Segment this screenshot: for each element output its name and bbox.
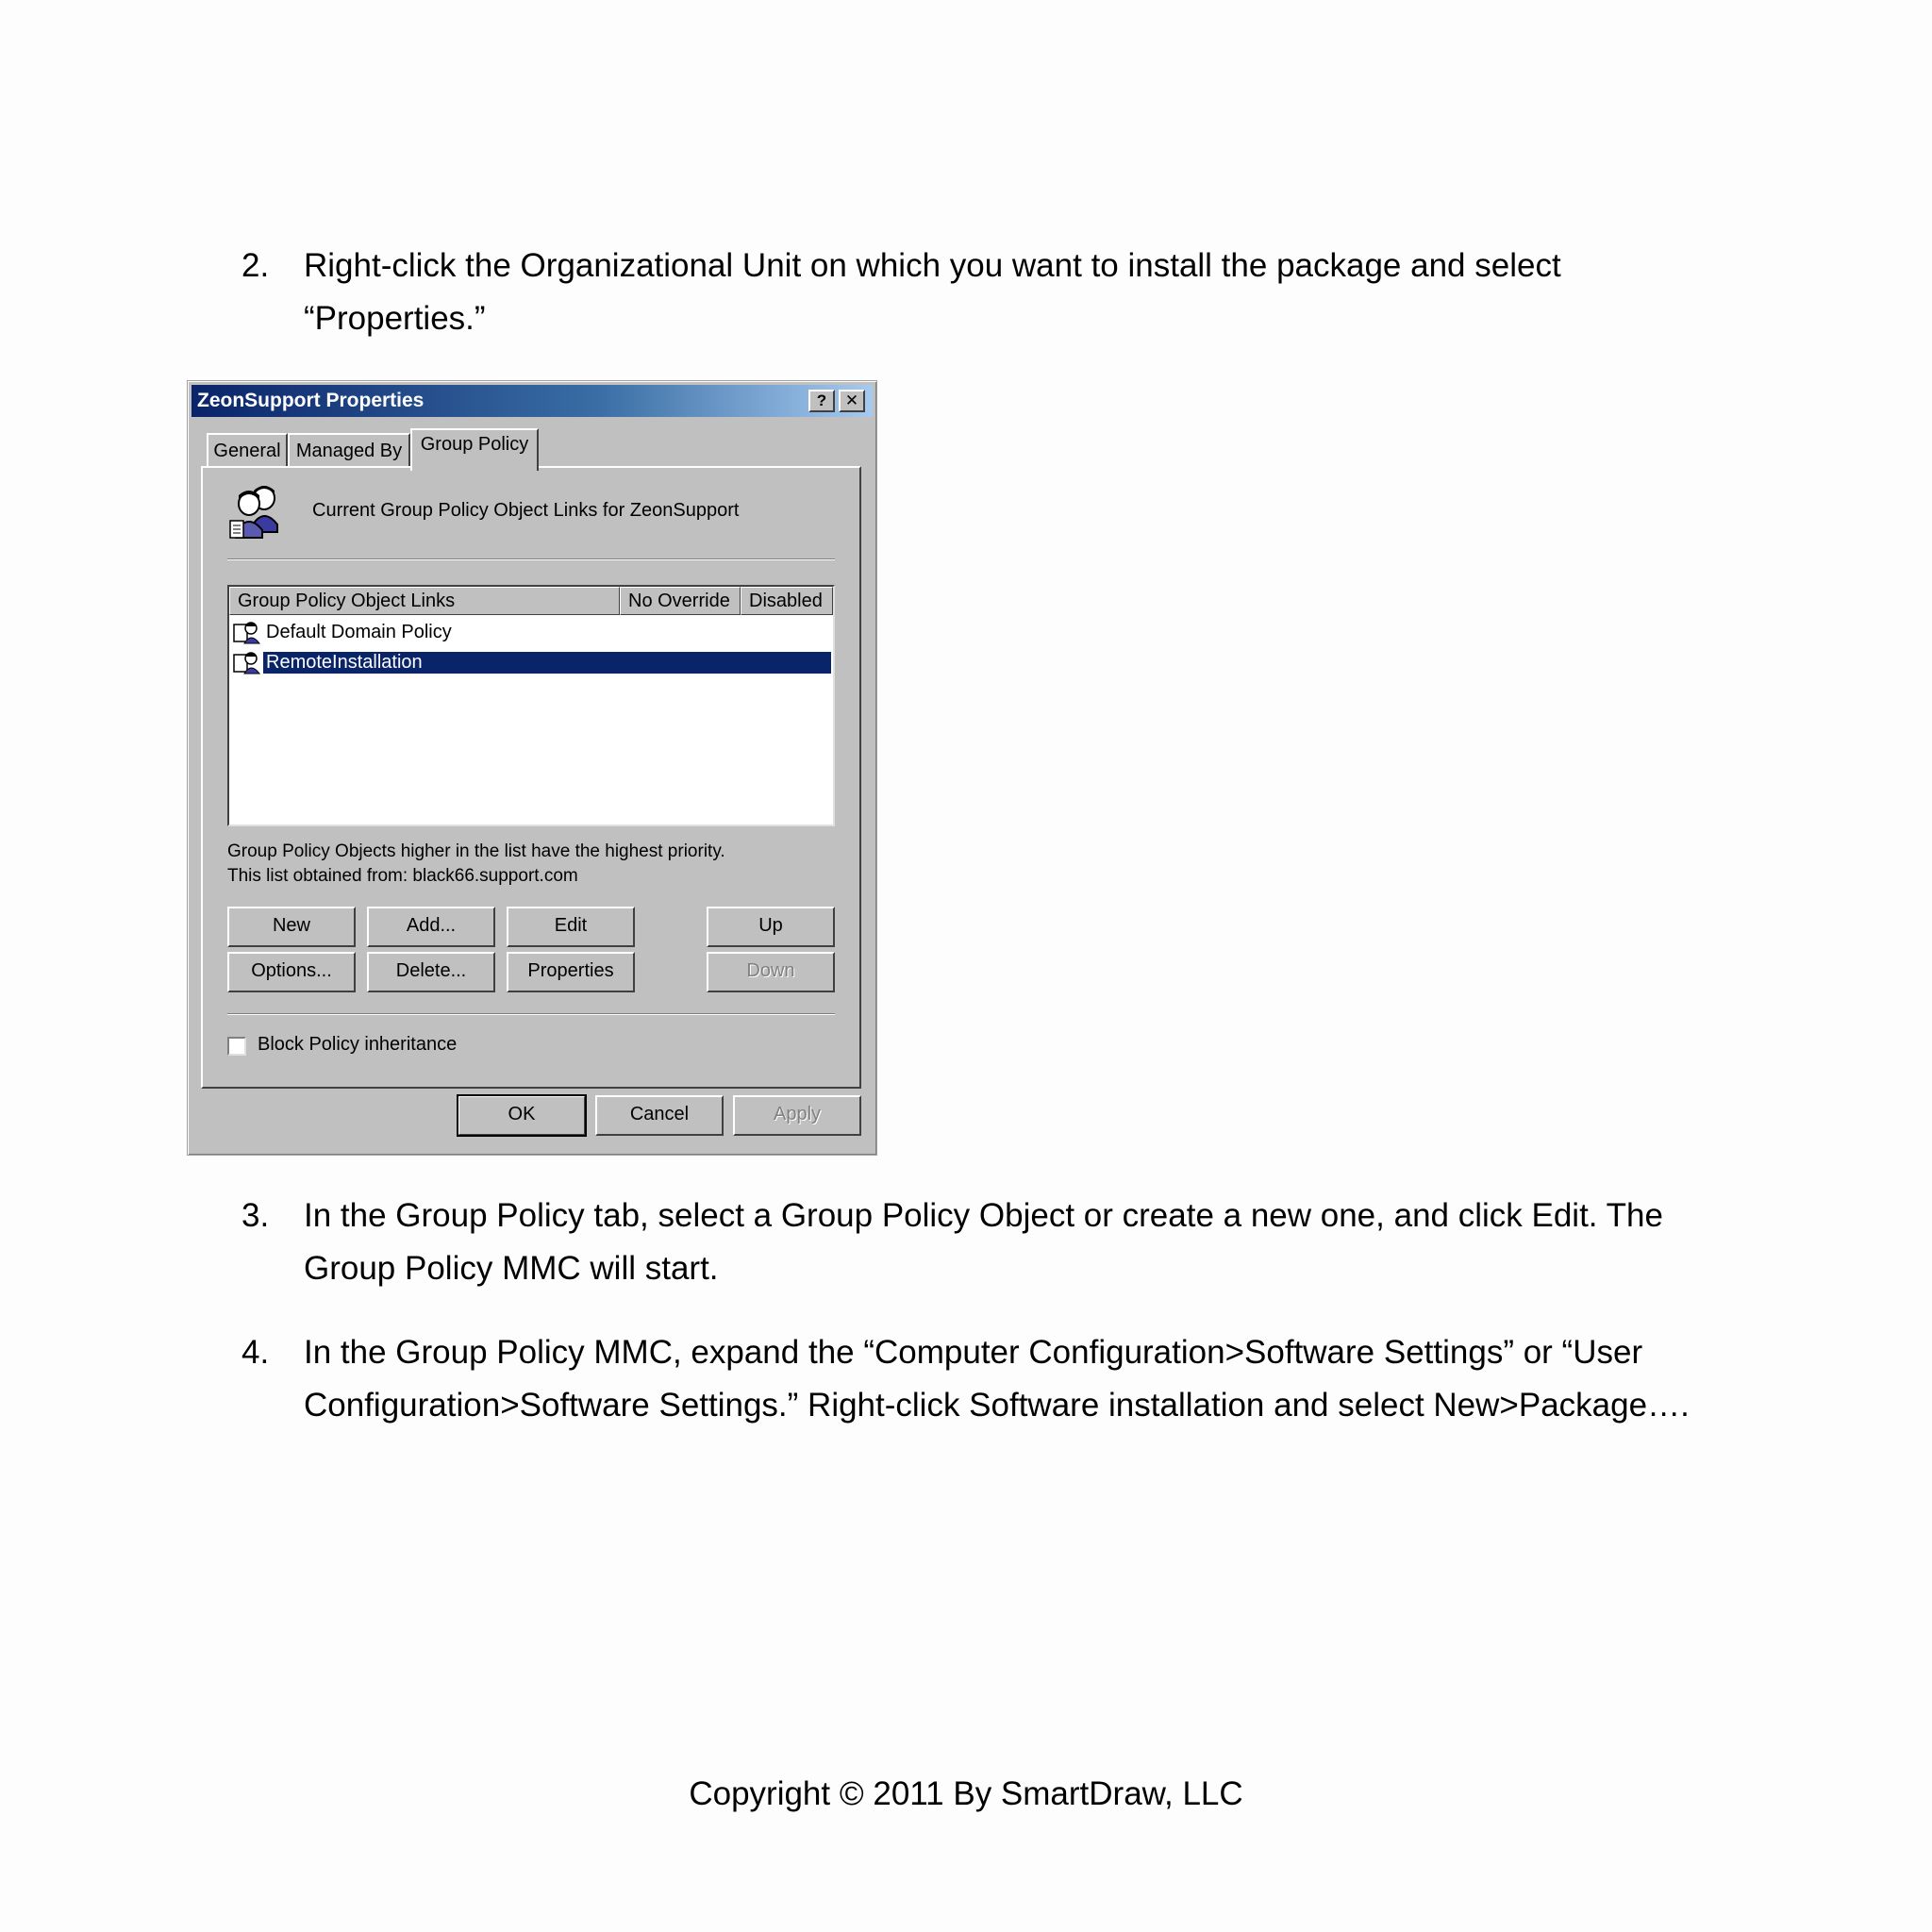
step-line: Configuration>Software Settings.” Right-click Software installation and select New>Package…. [304,1387,1690,1424]
close-button[interactable] [839,390,865,412]
list-item-remote-installation[interactable] [231,649,831,676]
edit-button[interactable]: Edit [507,907,635,947]
step-line: Group Policy MMC will start. [304,1250,719,1287]
list-item-default-domain-policy[interactable] [231,619,831,646]
gpo-links-list[interactable] [227,585,835,826]
list-item-label: RemoteInstallation [263,652,831,674]
copyright-footer: Copyright © 2011 By SmartDraw, LLC [689,1775,1243,1812]
block-inheritance-checkbox[interactable] [227,1037,246,1056]
gpo-icon [233,651,261,675]
close-icon: ✕ [844,391,859,409]
properties-button[interactable]: Properties [507,952,635,992]
column-header-no-override[interactable]: No Override [620,587,741,615]
up-button[interactable]: Up [707,907,835,947]
tab-group-policy[interactable]: Group Policy [410,428,539,471]
step-number: 3. [242,1197,270,1234]
tab-general[interactable]: General [207,433,288,467]
step-number: 4. [242,1334,270,1371]
source-note: This list obtained from: black66.support.com [227,866,578,886]
apply-button[interactable]: Apply [733,1095,861,1136]
list-item-label: Default Domain Policy [266,622,452,642]
column-header-disabled[interactable]: Disabled [741,587,833,615]
separator [227,1013,835,1015]
options-button[interactable]: Options... [227,952,356,992]
add-button[interactable]: Add... [367,907,495,947]
column-header-links[interactable]: Group Policy Object Links [229,587,620,615]
step-text [304,240,1775,345]
priority-note: Group Policy Objects higher in the list have the highest priority. [227,841,725,861]
down-button[interactable]: Down [707,952,835,992]
step-number: 2. [242,247,270,284]
tab-managed-by[interactable]: Managed By [288,433,410,467]
dialog-title: ZeonSupport Properties [197,390,425,411]
help-icon: ? [816,391,827,409]
block-inheritance-label: Block Policy inheritance [258,1034,458,1055]
new-button[interactable]: New [227,907,356,947]
step-line: In the Group Policy tab, select a Group Policy Object or create a new one, and click Edit. The [304,1197,1663,1234]
header-text: Current Group Policy Object Links for ZeonSupport [312,500,740,521]
title-bar[interactable] [192,385,873,417]
ok-button[interactable]: OK [458,1095,586,1136]
step-line: In the Group Policy MMC, expand the “Computer Configuration>Software Settings” or “User [304,1334,1643,1371]
step-text [304,1190,1775,1295]
step-text [304,1326,1775,1432]
help-button[interactable] [808,390,835,412]
delete-button[interactable]: Delete... [367,952,495,992]
gpo-icon [233,621,261,645]
step-line: “Properties.” [304,300,486,337]
group-policy-icon [228,483,285,541]
step-line: Right-click the Organizational Unit on which you want to install the package and select [304,247,1561,284]
properties-dialog [187,380,877,1156]
separator [227,558,835,560]
cancel-button[interactable]: Cancel [595,1095,724,1136]
